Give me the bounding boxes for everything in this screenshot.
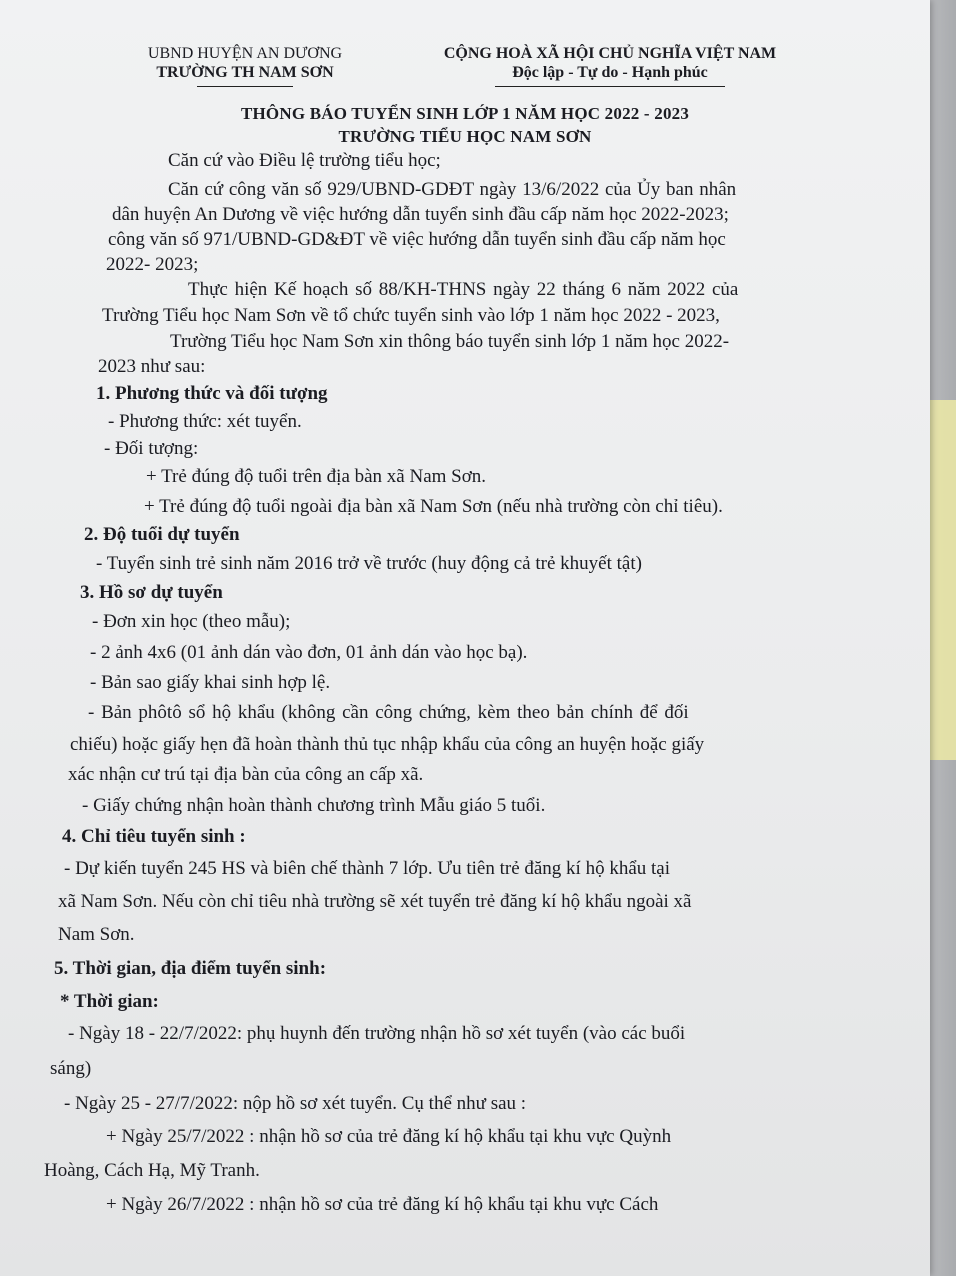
text-line: Căn cứ vào Điều lệ trường tiểu học; [168, 150, 441, 171]
district-name: UBND HUYỆN AN DƯƠNG [147, 45, 343, 62]
text-line: - Bản phôtô sổ hộ khẩu (không cần công chứng, kèm theo bản chính để đối [88, 702, 689, 723]
section-heading: * Thời gian: [60, 991, 159, 1012]
text-line: sáng) [50, 1058, 92, 1079]
text-line: + Trẻ đúng độ tuổi trên địa bàn xã Nam Sơn. [146, 466, 487, 487]
text-line: Trường Tiểu học Nam Sơn về tổ chức tuyển sinh vào lớp 1 năm học 2022 - 2023, [102, 305, 720, 326]
text-line: - Đơn xin học (theo mẫu); [92, 611, 291, 632]
section-heading: 5. Thời gian, địa điểm tuyển sinh: [54, 958, 327, 979]
title-line-2: TRƯỜNG TIỂU HỌC NAM SƠN [338, 127, 592, 146]
text-line: xã Nam Sơn. Nếu còn chỉ tiêu nhà trường sẽ xét tuyển trẻ đăng kí hộ khẩu ngoài xã [58, 891, 692, 912]
school-name: TRƯỜNG TH NAM SƠN [156, 64, 334, 81]
text-line: + Trẻ đúng độ tuổi ngoài địa bàn xã Nam Sơn (nếu nhà trường còn chỉ tiêu). [144, 496, 723, 517]
text-line: - 2 ảnh 4x6 (01 ảnh dán vào đơn, 01 ảnh dán vào học bạ). [90, 642, 528, 663]
text-line: Thực hiện Kế hoạch số 88/KH-THNS ngày 22 tháng 6 năm 2022 của [188, 279, 739, 300]
text-line: - Tuyển sinh trẻ sinh năm 2016 trở về trước (huy động cả trẻ khuyết tật) [96, 553, 642, 574]
text-line: + Ngày 26/7/2022 : nhận hồ sơ của trẻ đăng kí hộ khẩu tại khu vực Cách [106, 1194, 659, 1215]
header-right-underline [495, 86, 725, 87]
text-line: chiếu) hoặc giấy hẹn đã hoàn thành thủ tục nhập khẩu của công an huyện hoặc giấy [70, 734, 705, 755]
header-right [420, 44, 800, 87]
text-line: Trường Tiểu học Nam Sơn xin thông báo tuyển sinh lớp 1 năm học 2022- [170, 331, 730, 352]
text-line: - Ngày 18 - 22/7/2022: phụ huynh đến trường nhận hồ sơ xét tuyển (vào các buổi [68, 1023, 686, 1044]
text-line: Nam Sơn. [58, 924, 135, 945]
section-heading: 2. Độ tuổi dự tuyển [84, 524, 240, 545]
text-line: - Ngày 25 - 27/7/2022: nộp hồ sơ xét tuyển. Cụ thể như sau : [64, 1093, 527, 1114]
text-line: - Giấy chứng nhận hoàn thành chương trình Mẫu giáo 5 tuổi. [82, 795, 546, 816]
text-line: Căn cứ công văn số 929/UBND-GDĐT ngày 13/6/2022 của Ủy ban nhân [168, 179, 737, 200]
national-title: CỘNG HOÀ XÃ HỘI CHỦ NGHĨA VIỆT NAM [443, 45, 777, 62]
text-line: - Phương thức: xét tuyển. [108, 411, 302, 432]
document-title [100, 102, 830, 148]
section-heading: 1. Phương thức và đối tượng [96, 383, 328, 404]
text-line: - Dự kiến tuyển 245 HS và biên chế thành 7 lớp. Ưu tiên trẻ đăng kí hộ khẩu tại [64, 858, 671, 879]
section-heading: 3. Hồ sơ dự tuyển [80, 582, 223, 603]
title-line-1: THÔNG BÁO TUYỂN SINH LỚP 1 NĂM HỌC 2022 - 2023 [240, 104, 690, 123]
text-line: Hoàng, Cách Hạ, Mỹ Tranh. [44, 1160, 260, 1181]
text-line: + Ngày 25/7/2022 : nhận hồ sơ của trẻ đăng kí hộ khẩu tại khu vực Quỳnh [106, 1126, 672, 1147]
text-line: xác nhận cư trú tại địa bàn của công an cấp xã. [68, 764, 424, 785]
text-line: 2023 như sau: [98, 356, 206, 377]
text-line: - Đối tượng: [104, 438, 199, 459]
header-left-underline [197, 86, 293, 87]
text-line: 2022- 2023; [106, 254, 199, 275]
section-heading: 4. Chỉ tiêu tuyển sinh : [62, 826, 246, 847]
national-motto: Độc lập - Tự do - Hạnh phúc [512, 64, 708, 81]
text-line: dân huyện An Dương về việc hướng dẫn tuyển sinh đầu cấp năm học 2022-2023; [112, 204, 729, 225]
text-line: công văn số 971/UBND-GD&ĐT về việc hướng dẫn tuyển sinh đầu cấp năm học [108, 229, 726, 250]
header-left [120, 44, 370, 87]
text-line: - Bản sao giấy khai sinh hợp lệ. [90, 672, 331, 693]
